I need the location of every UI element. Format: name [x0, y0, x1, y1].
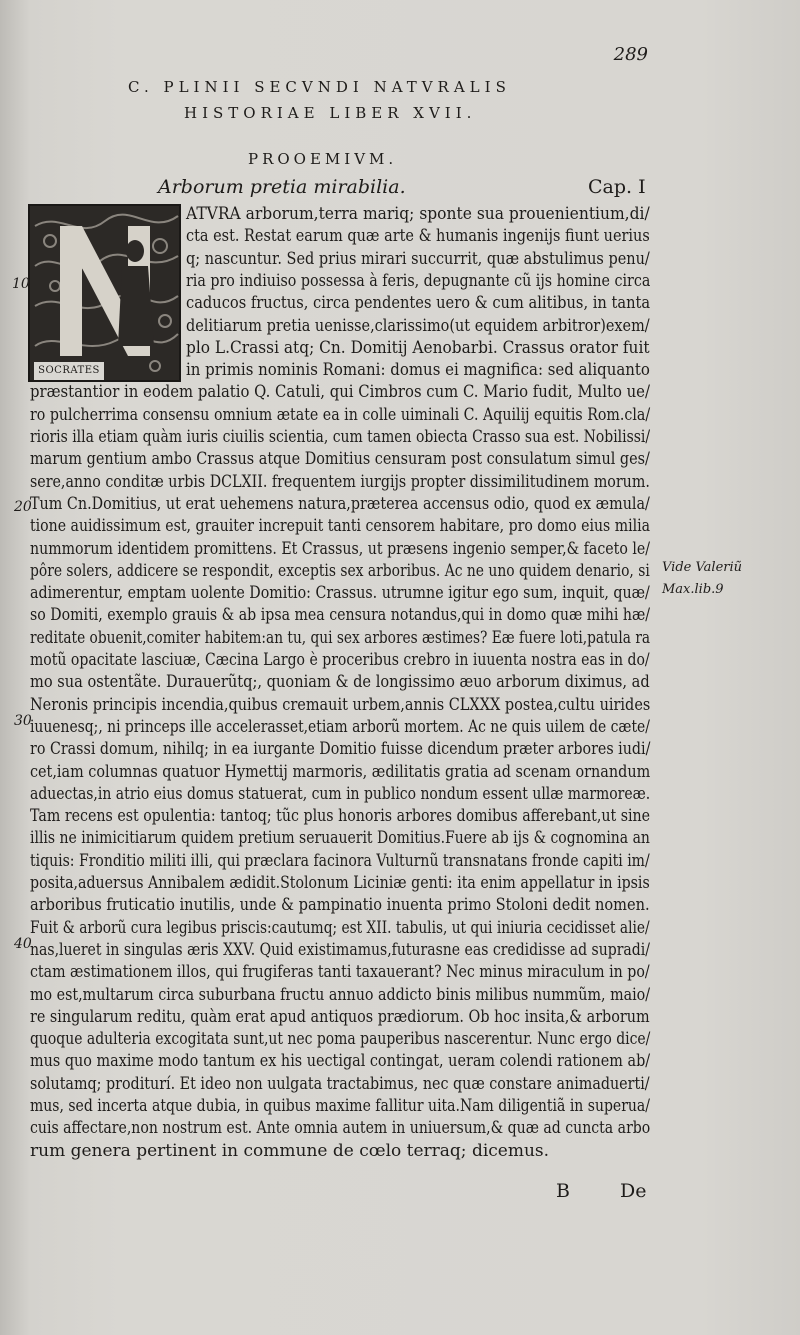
margin-note-line-2: Max.lib.9: [662, 582, 724, 597]
text-line: mo est,multarum circa suburbana fructu annuo addicto binis milibus nummũm, maio/: [30, 984, 651, 1005]
line-number: 40: [14, 936, 32, 952]
book-title-line-2: HISTORIAE LIBER XVII.: [184, 104, 477, 122]
text-line: mus quo maxime modo tantum ex his uectigal contingat, ueram colendi rationem ab/: [30, 1051, 651, 1072]
text-line: aduectas,in atrio eius domus statuerat, cum in publico nondum essent ullæ marmoreæ.: [30, 783, 651, 804]
margin-note-line-1: Vide Valeriũ: [662, 560, 743, 575]
text-line: arboribus fruticatio inutilis, unde & pampinatio inuenta primo Stoloni dedit nomen.: [30, 895, 650, 916]
book-title-line-1: C. PLINII SECVNDI NATVRALIS: [128, 78, 511, 96]
text-line: ctam æstimationem illos, qui frugiferas tanti taxauerant? Nec minus miraculum in po/: [30, 962, 650, 983]
line-number: 30: [14, 713, 32, 729]
line-number: 20: [14, 499, 32, 515]
chapter-rubric: Arborum pretia mirabilia.: [158, 176, 406, 198]
text-line: ria pro indiuiso possessa à feris, depugnante cũ ijs homine circa: [186, 270, 651, 291]
text-line: rioris illa etiam quàm iuris ciuilis scientia, cum tamen obiecta Crasso sua est. Nobilissi/: [30, 427, 651, 447]
initial-caption: SOCRATES: [34, 362, 104, 380]
text-line: ATVRA arborum,terra mariq; sponte sua prouenientium,di/: [186, 204, 650, 224]
text-line: reditate obuenit,comiter habitem:an tu, qui sex arbores æstimes? Eæ fuere loti,patula ra: [30, 627, 651, 648]
text-line: adimerentur, emptam uolente Domitio: Crassus. utrumne igitur ego sum, inquit, quæ/: [30, 583, 650, 604]
section-heading: PROOEMIVM.: [248, 150, 398, 168]
text-line: præstantior in eodem palatio Q. Catuli, qui Cimbros cum C. Mario fudit, Multo ue/: [30, 382, 650, 403]
text-line: Fuit & arborũ cura legibus priscis:cautumq; est XII. tabulis, ut qui iniuria cecidisset alie/: [30, 917, 650, 938]
text-line: cuis affectare,non nostrum est. Ante omnia autem in uniuersum,& quæ ad cuncta arbo: [30, 1118, 651, 1139]
text-line: so Domiti, exemplo grauis & ab ipsa mea censura notandus,qui in domo quæ mihi hæ/: [30, 605, 651, 626]
text-line: mo sua ostentãte. Durauerũtq;, quoniam & de longissimo æuo arborum diximus, ad: [30, 672, 650, 693]
text-line: cet,iam columnas quatuor Hymettij marmoris, ædilitatis gratia ad scenam ornandum: [30, 761, 651, 782]
text-line: in primis nominis Romani: domus ei magnifica: sed aliquanto: [186, 360, 650, 381]
text-line: Neronis principis incendia,quibus cremauit urbem,annis CLXXX postea,cultu uirides: [30, 694, 651, 715]
chapter-number: Cap. I: [588, 176, 646, 198]
text-line: cta est. Restat earum quæ arte & humanis ingenijs fiunt uerius: [186, 226, 650, 247]
signature-mark: B: [556, 1180, 570, 1202]
text-line: iuuenesq;, ni princeps ille accelerasset,etiam arborũ mortem. Ac ne quis uilem de cæte/: [30, 716, 650, 737]
text-line: rum genera pertinent in commune de cœlo terraq; dicemus.: [30, 1140, 550, 1161]
text-line: q; nascuntur. Sed prius mirari succurrit, quæ abstulimus penu/: [186, 248, 650, 269]
text-line: plo L.Crassi atq; Cn. Domitij Aenobarbi. Crassus orator fuit: [186, 337, 650, 358]
text-line: illis ne inimicitiarum quidem pretium seruauerit Domitius.Fuere ab ijs & cognomina an: [30, 828, 650, 849]
text-line: posita,aduersus Annibalem ædidit.Stolonum Liciniæ genti: ita enim appellatur in ipsis: [30, 873, 650, 893]
text-line: tione auidissimum est, grauiter increpuit tanti censorem habitare, pro domo eius milia: [30, 516, 651, 537]
text-line: nummorum identidem promittens. Et Crassus, ut præsens ingenio semper,& faceto le/: [30, 538, 651, 559]
text-line: delitiarum pretia uenisse,clarissimo(ut equidem arbitror)exem/: [186, 315, 650, 336]
text-line: ro Crassi domum, nihilq; in ea iurgante Domitio fuisse dicendum præter arbores iudi/: [30, 739, 651, 760]
line-number: 10: [12, 276, 30, 292]
text-line: re singularum reditu, quàm erat apud antiquos prædiorum. Ob hoc insita,& arborum: [30, 1006, 650, 1027]
text-line: solutamq; proditurí. Et ideo non uulgata tractabimus, nec quæ constare animaduerti/: [30, 1073, 650, 1094]
text-line: mus, sed incerta atque dubia, in quibus maxime fallitur uita.Nam diligentiã in superua/: [30, 1096, 650, 1116]
text-line: pôre solers, addicere se respondit, exceptis sex arboribus. Ac ne uno quidem denario, si: [30, 560, 650, 581]
text-line: quoque adulteria excogitata sunt,ut nec poma pauperibus nascerentur. Nunc ergo dice/: [30, 1029, 651, 1050]
text-line: nas,lueret in singulas æris XXV. Quid existimamus,futurasne eas credidisse ad supradi/: [30, 939, 650, 960]
catchword: De: [620, 1180, 647, 1202]
text-line: Tum Cn.Domitius, ut erat uehemens natura,præterea accensus odio, quod ex æmula/: [30, 493, 650, 514]
text-line: marum gentium ambo Crassus atque Domitius censuram post consulatum simul ges/: [30, 449, 650, 470]
text-line: ro pulcherrima consensu omnium ætate ea in colle uiminali C. Aquilij equitis Rom.cla/: [30, 404, 651, 425]
text-line: tiquis: Fronditio militi illi, qui præclara facinora Vulturnũ transnatans fronde capiti im/: [30, 850, 650, 871]
text-line: motũ opacitate lasciuæ, Cæcina Largo è proceribus crebro in iuuenta nostra eas in do/: [30, 650, 650, 670]
text-line: sere,anno conditæ urbis DCLXII. frequentem iurgijs propter dissimilitudinem morum.: [30, 471, 650, 492]
page-number: 289: [613, 44, 648, 65]
text-line: Tam recens est opulentia: tantoq; tũc plus honoris arbores domibus afferebant,ut sine: [30, 806, 651, 827]
text-line: caducos fructus, circa pendentes uero & cum alitibus, in tanta: [186, 293, 651, 314]
